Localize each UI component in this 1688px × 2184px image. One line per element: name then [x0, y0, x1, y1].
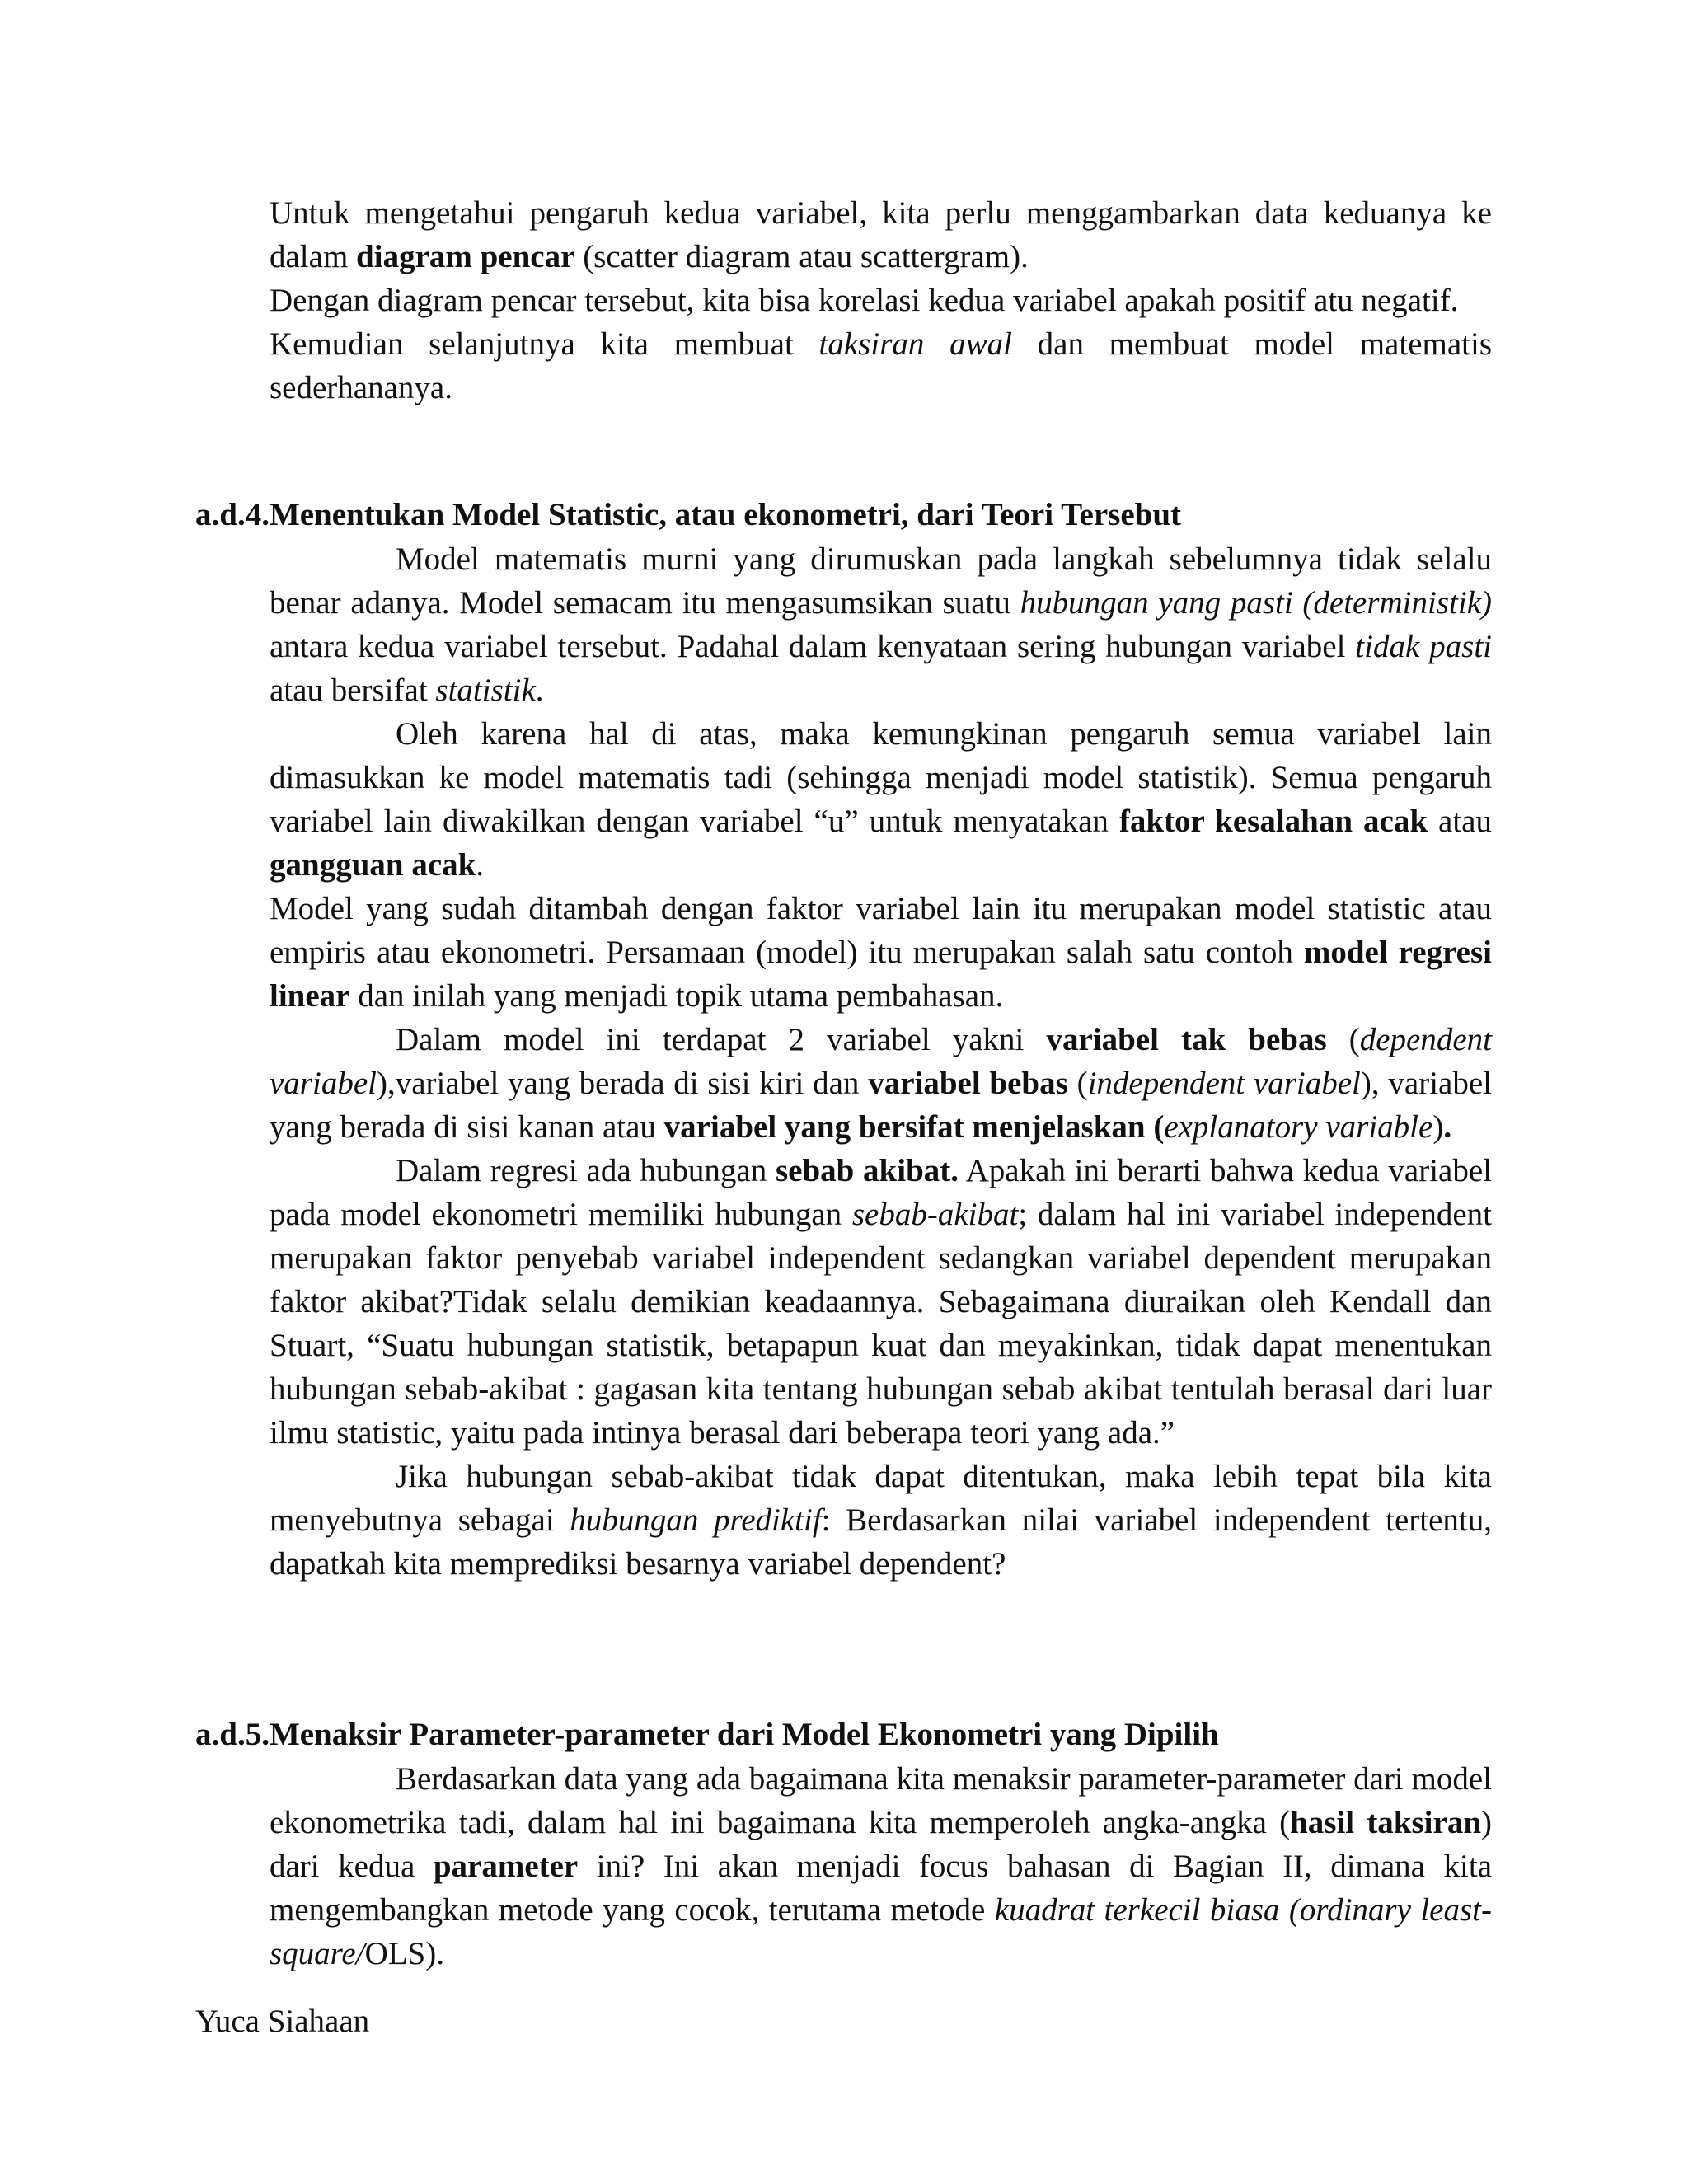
text-run: Model yang sudah ditambah dengan faktor variabel lain itu merupakan model statistic atau empiris atau ekonometri. Persamaan (model) itu merupakan salah satu contoh [270, 891, 1492, 970]
text-run: ( [1067, 1066, 1088, 1101]
section4-paragraph-4 [270, 1018, 1492, 1149]
text-run: ) [1432, 1109, 1444, 1145]
italic-term: independent variabel [1087, 1066, 1361, 1101]
section4-paragraph-2 [270, 712, 1492, 887]
italic-term: hubungan prediktif [570, 1502, 822, 1538]
intro-paragraph-3 [270, 322, 1492, 410]
text-run: . [535, 673, 544, 708]
text-run: Dalam model ini terdapat 2 variabel yakni [396, 1022, 1047, 1057]
text-run: ; dalam hal ini variabel independent merupakan faktor penyebab variabel independent sedangkan variabel dependent merupakan faktor akibat?Tidak selalu demikian keadaannya. Sebagaimana diuraikan oleh Kendall dan Stuart, “Suatu hubungan statistik, betapapun kuat dan meyakinkan, tidak dapat menentukan hubungan sebab-akibat : gagasan kita tentang hubungan sebab akibat tentulah berasal dari luar ilmu statistic, yaitu pada intinya berasal dari beberapa teori yang ada.” [270, 1197, 1492, 1451]
italic-term: dependent variabel [270, 1022, 1492, 1101]
section4-paragraph-5 [270, 1149, 1492, 1455]
section4-paragraph-1 [270, 537, 1492, 712]
section5-paragraph-1 [270, 1757, 1492, 1975]
footer-author: Yuca Siahaan [195, 2004, 370, 2039]
text-run: dan membuat model matematis sederhananya. [270, 326, 1492, 405]
italic-term: hubungan yang pasti (deterministik) [1020, 585, 1492, 621]
text-run: Dalam regresi ada hubungan [396, 1153, 776, 1188]
text-run: OLS). [364, 1936, 444, 1971]
text-run: Model matematis murni yang dirumuskan pada langkah sebelumnya tidak selalu benar adanya. Model semacam itu mengasumsikan suatu [270, 541, 1492, 621]
bold-term: hasil taksiran [1290, 1805, 1482, 1840]
bold-term: sebab akibat. [775, 1153, 959, 1188]
section4-paragraph-6 [270, 1455, 1492, 1586]
section4-body [270, 537, 1492, 1586]
italic-term: kuadrat terkecil biasa (ordinary least-square/ [270, 1892, 1492, 1971]
intro-paragraph-2: Dengan diagram pencar tersebut, kita bisa korelasi kedua variabel apakah positif atu negatif. [270, 283, 1459, 318]
text-run: (scatter diagram atau scattergram). [574, 239, 1029, 274]
text-run: Jika hubungan sebab-akibat tidak dapat ditentukan, maka lebih tepat bila kita menyebutnya sebagai [270, 1459, 1492, 1538]
text-run: Oleh karena hal di atas, maka kemungkinan pengaruh semua variabel lain dimasukkan ke model matematis tadi (sehingga menjadi model statistik). Semua pengaruh variabel lain diwakilkan dengan variabel “u” untuk menyatakan [270, 716, 1492, 839]
text-run: ), variabel yang berada di sisi kanan atau [270, 1066, 1492, 1145]
text-run: ) dari kedua [270, 1805, 1493, 1884]
text-run: Kemudian selanjutnya kita membuat [270, 326, 819, 362]
text-run: ( [1326, 1022, 1360, 1057]
section-heading-5: a.d.5.Menaksir Parameter-parameter dari Model Ekonometri yang Dipilih [195, 1717, 1219, 1752]
intro-block [270, 191, 1492, 410]
bold-term: diagram pencar [356, 239, 575, 274]
italic-term: tidak pasti [1355, 629, 1492, 664]
text-run: Apakah ini berarti bahwa kedua variabel pada model ekonometri memiliki hubungan [270, 1153, 1493, 1232]
text-run: ),variabel yang berada di sisi kiri dan [376, 1066, 869, 1101]
bold-term: . [1443, 1109, 1452, 1145]
bold-term: variabel yang bersifat menjelaskan ( [663, 1109, 1165, 1145]
italic-term: taksiran awal [818, 326, 1012, 362]
bold-term: model regresi linear [270, 935, 1492, 1014]
bold-term: parameter [433, 1849, 579, 1884]
italic-term: explanatory variable [1164, 1109, 1433, 1145]
section5-body [270, 1757, 1492, 1975]
text-run: atau bersifat [270, 673, 436, 708]
text-run: dan inilah yang menjadi topik utama pembahasan. [349, 978, 1004, 1014]
text-run: ini? Ini akan menjadi focus bahasan di Bagian II, dimana kita mengembangkan metode yang cocok, terutama metode [270, 1849, 1492, 1928]
section-heading-4: a.d.4.Menentukan Model Statistic, atau ekonometri, dari Teori Tersebut [195, 497, 1182, 532]
text-run: Untuk mengetahui pengaruh kedua variabel, kita perlu menggambarkan data keduanya ke dalam [270, 195, 1492, 274]
bold-term: variabel tak bebas [1046, 1022, 1327, 1057]
italic-term: sebab-akibat [851, 1197, 1019, 1232]
italic-term: statistik [435, 673, 536, 708]
bold-term: gangguan acak [270, 847, 476, 883]
bold-term: faktor kesalahan acak [1118, 804, 1428, 839]
text-run: : Berdasarkan nilai variabel independent tertentu, dapatkah kita memprediksi besarnya variabel dependent? [270, 1502, 1492, 1582]
intro-paragraph-1 [270, 191, 1492, 279]
text-run: . [476, 847, 485, 883]
section4-paragraph-3 [270, 887, 1492, 1018]
bold-term: variabel bebas [868, 1066, 1068, 1101]
text-run: antara kedua variabel tersebut. Padahal dalam kenyataan sering hubungan variabel [270, 629, 1356, 664]
text-run: Berdasarkan data yang ada bagaimana kita menaksir parameter-parameter dari model ekonometrika tadi, dalam hal ini bagaimana kita memperoleh angka-angka ( [270, 1761, 1492, 1840]
text-run: atau [1428, 804, 1492, 839]
